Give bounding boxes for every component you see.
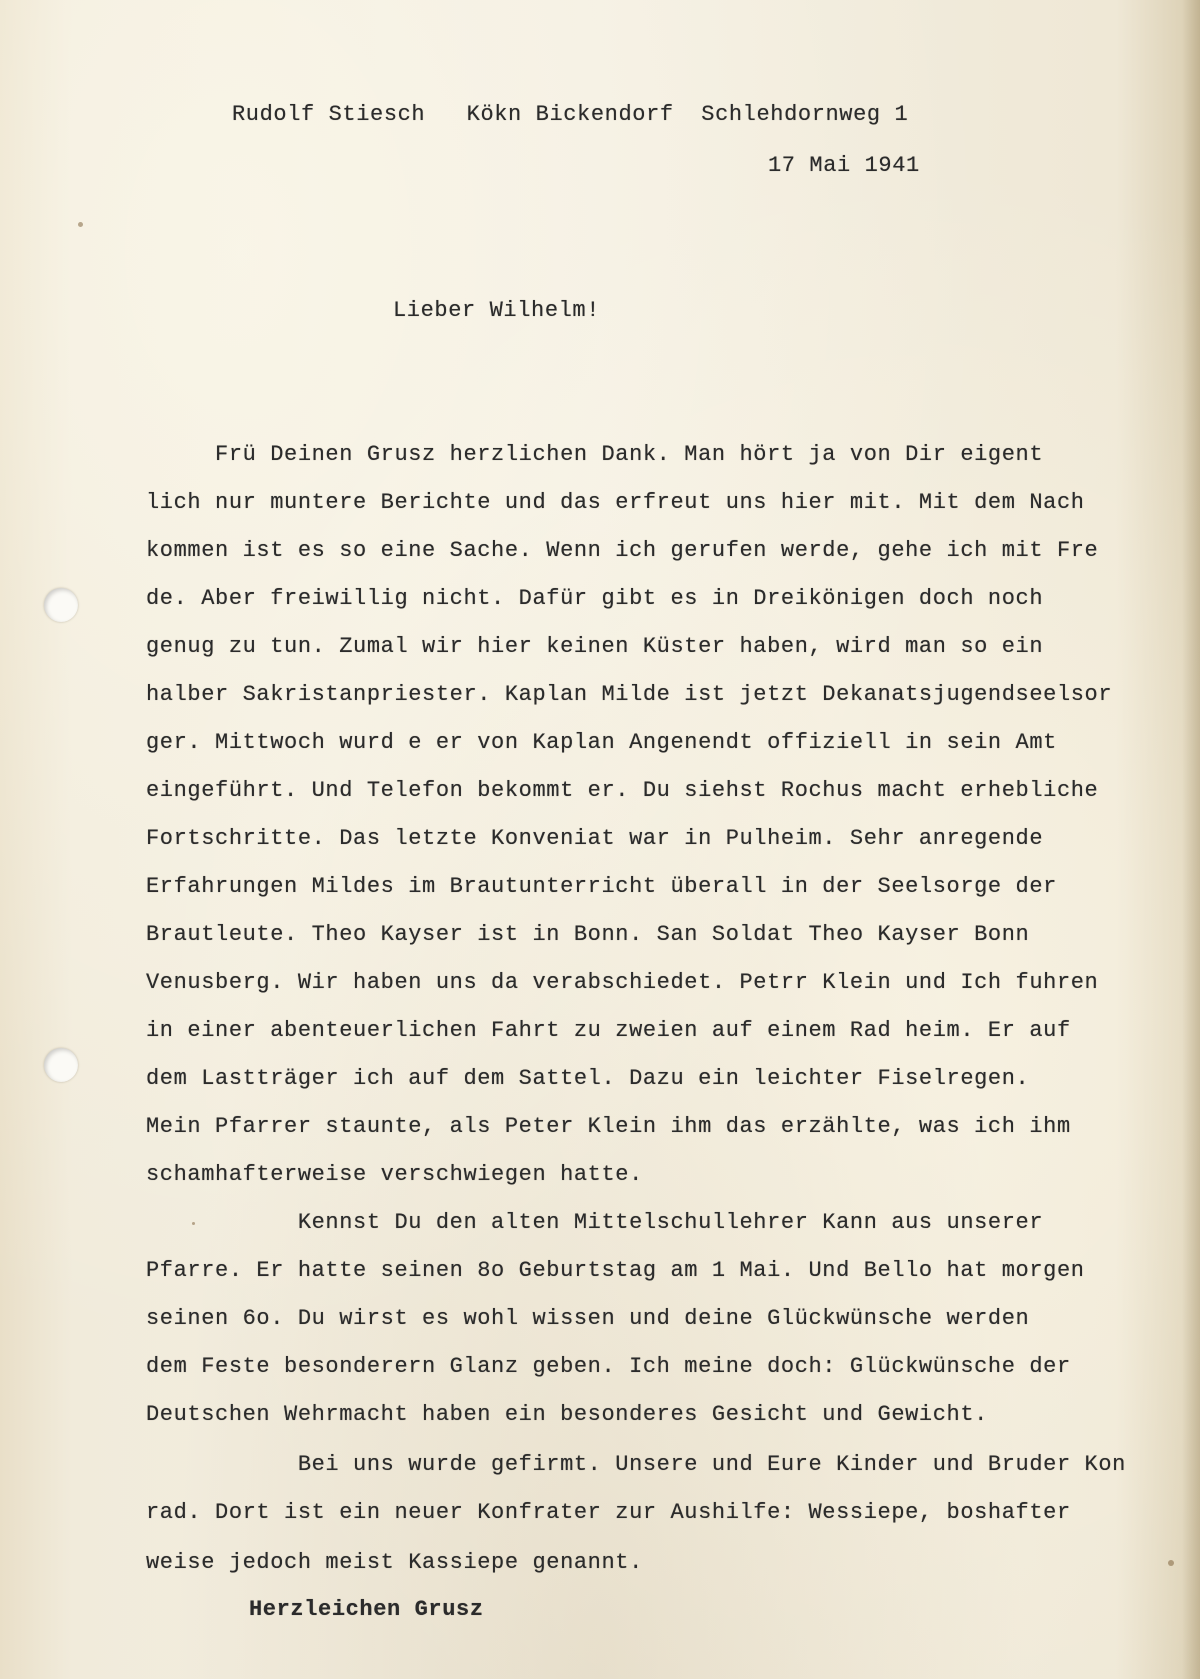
body-line: kommen ist es so eine Sache. Wenn ich gerufen werde, gehe ich mit Fre	[146, 538, 1099, 563]
body-line: Venusberg. Wir haben uns da verabschiedet. Petrr Klein und Ich fuhren	[146, 970, 1099, 995]
body-line: lich nur muntere Berichte und das erfreut uns hier mit. Mit dem Nach	[146, 490, 1085, 515]
closing-greeting: Herzleichen Grusz	[249, 1597, 484, 1622]
salutation: Lieber Wilhelm!	[393, 298, 601, 323]
body-line: Fortschritte. Das letzte Konveniat war in Pulheim. Sehr anregende	[146, 826, 1044, 851]
body-line: in einer abenteuerlichen Fahrt zu zweien auf einem Rad heim. Er auf	[146, 1018, 1071, 1043]
body-line: Pfarre. Er hatte seinen 8o Geburtstag am 1 Mai. Und Bello hat morgen	[146, 1258, 1085, 1283]
letter-date: 17 Mai 1941	[768, 153, 920, 178]
body-line: Bei uns wurde gefirmt. Unsere und Eure Kinder und Bruder Kon	[146, 1452, 1126, 1477]
body-line: ger. Mittwoch wurd e er von Kaplan Angenendt offiziell in sein Amt	[146, 730, 1057, 755]
body-line: weise jedoch meist Kassiepe genannt.	[146, 1550, 643, 1575]
body-line: Brautleute. Theo Kayser ist in Bonn. San Soldat Theo Kayser Bonn	[146, 922, 1030, 947]
body-line: seinen 6o. Du wirst es wohl wissen und deine Glückwünsche werden	[146, 1306, 1030, 1331]
body-line: schamhafterweise verschwiegen hatte.	[146, 1162, 643, 1187]
sender-header: Rudolf Stiesch Kökn Bickendorf Schlehdornweg 1	[232, 102, 909, 127]
body-line: rad. Dort ist ein neuer Konfrater zur Aushilfe: Wessiepe, boshafter	[146, 1500, 1071, 1525]
punch-hole-bottom	[44, 1048, 78, 1082]
body-line: de. Aber freiwillig nicht. Dafür gibt es in Dreikönigen doch noch	[146, 586, 1044, 611]
page-edge-shadow	[1182, 0, 1200, 1679]
body-line: dem Lastträger ich auf dem Sattel. Dazu ein leichter Fiselregen.	[146, 1066, 1030, 1091]
body-line: genug zu tun. Zumal wir hier keinen Küster haben, wird man so ein	[146, 634, 1044, 659]
body-line: Deutschen Wehrmacht haben ein besonderes Gesicht und Gewicht.	[146, 1402, 988, 1427]
paper-speck	[78, 222, 83, 227]
body-line: Frü Deinen Grusz herzlichen Dank. Man hört ja von Dir eigent	[146, 442, 1044, 467]
body-line: halber Sakristanpriester. Kaplan Milde ist jetzt Dekanatsjugendseelsor	[146, 682, 1113, 707]
body-line: Kennst Du den alten Mittelschullehrer Kann aus unserer	[146, 1210, 1044, 1235]
body-line: Erfahrungen Mildes im Brautunterricht überall in der Seelsorge der	[146, 874, 1057, 899]
body-line: dem Feste besonderern Glanz geben. Ich meine doch: Glückwünsche der	[146, 1354, 1071, 1379]
punch-hole-top	[44, 588, 78, 622]
body-line: eingeführt. Und Telefon bekommt er. Du siehst Rochus macht erhebliche	[146, 778, 1099, 803]
paper-speck	[1168, 1560, 1174, 1566]
body-line: Mein Pfarrer staunte, als Peter Klein ihm das erzählte, was ich ihm	[146, 1114, 1071, 1139]
